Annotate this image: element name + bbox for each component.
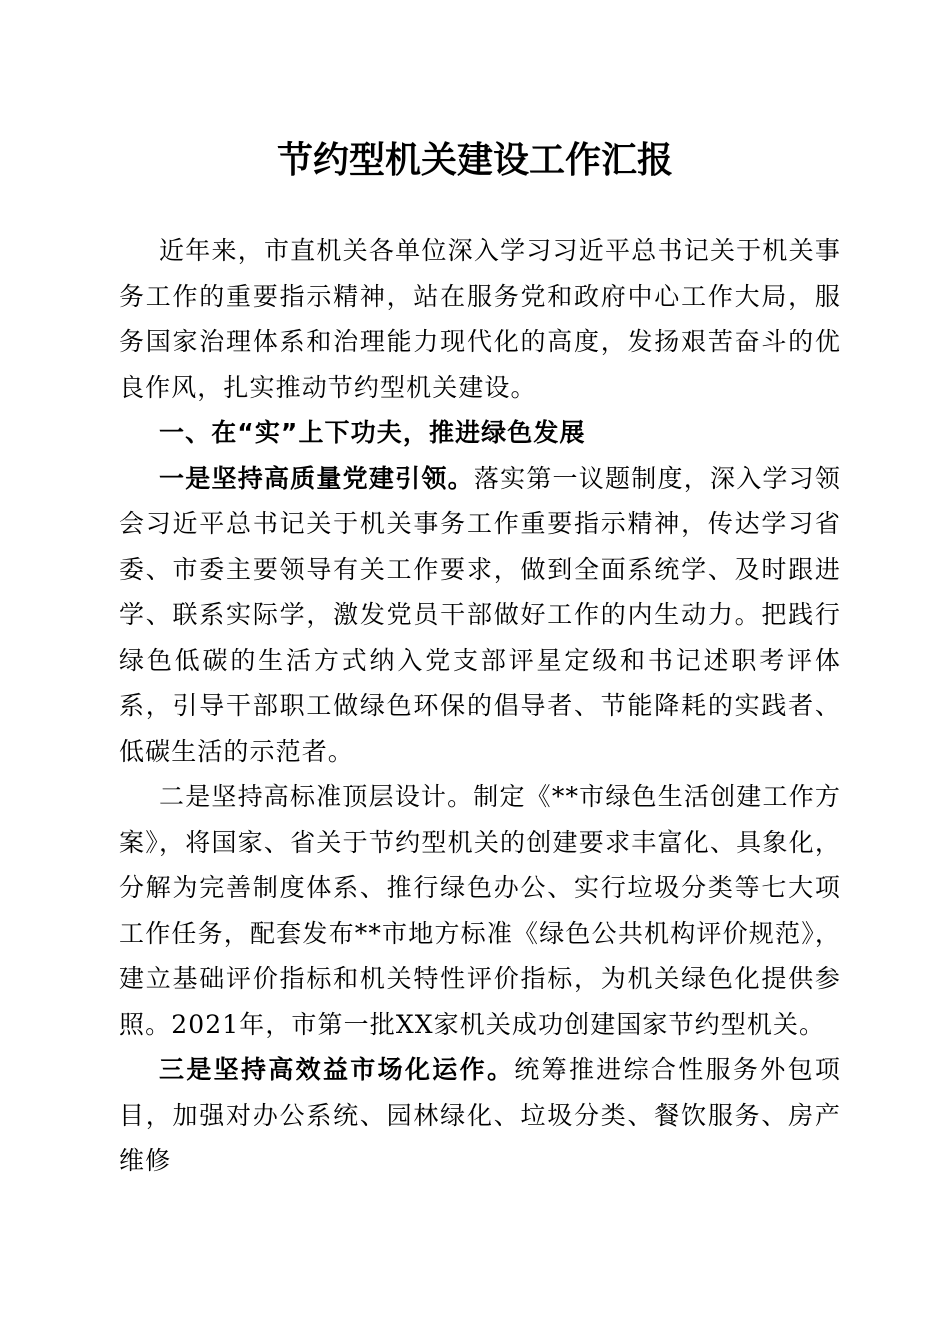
paragraph-text: 制定《**市绿色生活创建工作方案》，将国家、省关于节约型机关的创建要求丰富化、具象化，分解为完善制度体系、推行绿色办公、实行垃圾分类等七大项工作任务，配套发布**市地方标准《绿色公共机构评价规范》，建立基础评价指标和机关特性评价指标，为机关绿色化提供参照。2021年，市第一批XX家机关成功创建国家节约型机关。 [119,782,841,1039]
section-heading-1: 一、在“实”上下功夫，推进绿色发展 [159,418,586,447]
paragraph-market-operation [119,1047,841,1184]
paragraph-party-building [119,456,841,775]
paragraph-lead: 一是坚持高质量党建引领。 [159,463,474,493]
paragraph-lead: 三是坚持高效益市场化运作。 [159,1055,515,1084]
paragraph-text: 统筹推进综合性服务外包项目，加强对办公系统、园林绿化、垃圾分类、餐饮服务、房产维修 [119,1055,841,1175]
paragraph-lead: 二是坚持高标准顶层设计。 [159,782,474,811]
paragraph-top-level-design [119,774,841,1047]
intro-paragraph: 近年来，市直机关各单位深入学习习近平总书记关于机关事务工作的重要指示精神，站在服务党和政府中心工作大局，服务国家治理体系和治理能力现代化的高度，发扬艰苦奋斗的优良作风，扎实推动节约型机关建设。 [119,236,841,402]
document-body [119,228,841,1184]
document-title: 节约型机关建设工作汇报 [276,139,673,181]
paragraph-text: 落实第一议题制度，深入学习领会习近平总书记关于机关事务工作重要指示精神，传达学习省委、市委主要领导有关工作要求，做到全面系统学、及时跟进学、联系实际学，激发党员干部做好工作的内生动力。把践行绿色低碳的生活方式纳入党支部评星定级和书记述职考评体系，引导干部职工做绿色环保的倡导者、节能降耗的实践者、低碳生活的示范者。 [119,463,842,766]
